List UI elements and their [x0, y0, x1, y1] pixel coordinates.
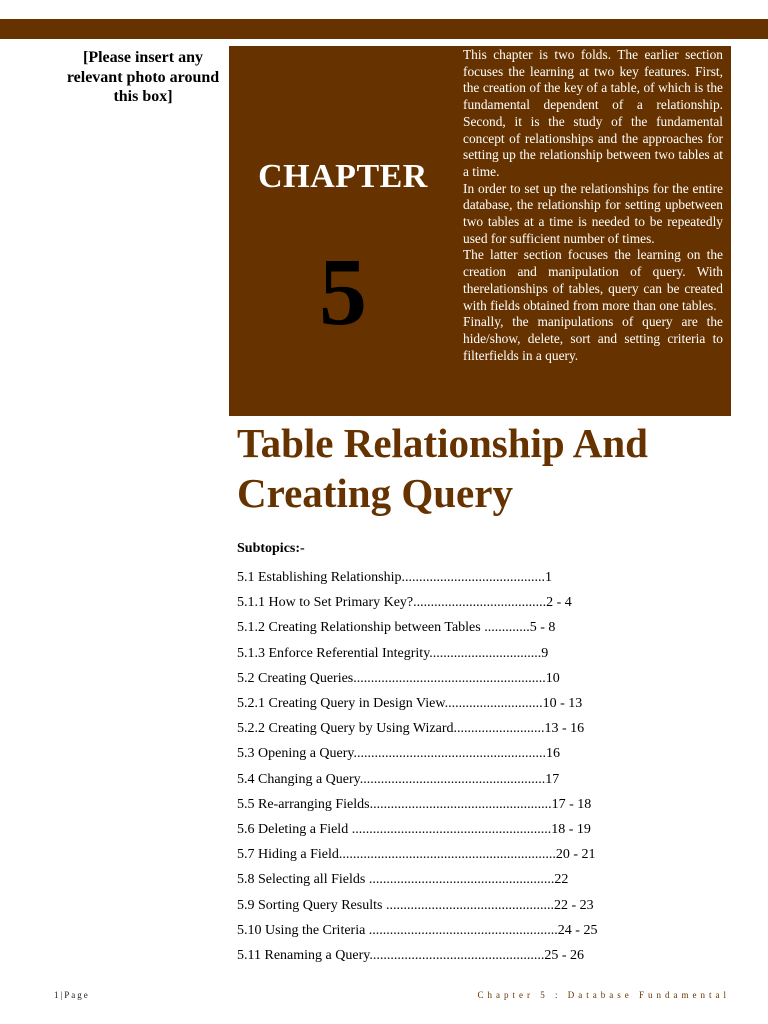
toc-entry: 5.3 Opening a Query.......................................................16: [237, 746, 561, 762]
intro-paragraph: In order to set up the relationships for the entire database, the relationship for setting upbetween two tables at a time is needed to be repeatedly used for sufficient number of times.: [463, 180, 723, 246]
chapter-label: CHAPTER: [258, 158, 428, 195]
toc-entry: 5.4 Changing a Query.....................................................17: [237, 771, 560, 787]
toc-entry: 5.2.2 Creating Query by Using Wizard..........................13 - 16: [237, 721, 585, 737]
toc-entry: 5.7 Hiding a Field..............................................................20 - 21: [237, 847, 596, 863]
toc-entry: 5.1 Establishing Relationship.........................................1: [237, 570, 552, 585]
intro-paragraph: Finally, the manipulations of query are the hide/show, delete, sort and setting criteria to filterfields in a query.: [463, 314, 723, 363]
toc-entry: 5.6 Deleting a Field .........................................................18 - 19: [237, 822, 591, 838]
running-footer: Chapter 5 : Database Fundamental: [477, 990, 730, 1000]
subtopics-heading: Subtopics:-: [237, 541, 305, 556]
chapter-title: Table Relationship And Creating Query: [237, 420, 648, 516]
toc-entry: 5.10 Using the Criteria ......................................................24 - 25: [237, 922, 598, 938]
toc-entry: 5.1.2 Creating Relationship between Tables .............5 - 8: [237, 620, 556, 636]
photo-placeholder-note: [Please insert any relevant photo around this box]: [66, 49, 220, 105]
toc-entry: 5.1.1 How to Set Primary Key?......................................2 - 4: [237, 595, 572, 611]
toc-entry: 5.2.1 Creating Query in Design View............................10 - 13: [237, 696, 583, 712]
toc-entry: 5.2 Creating Queries.......................................................10: [237, 670, 560, 686]
table-of-contents: [237, 565, 597, 968]
toc-entry: 5.9 Sorting Query Results ................................................22 - 23: [237, 897, 594, 913]
chapter-number: 5: [319, 238, 367, 345]
toc-entry: 5.11 Renaming a Query..................................................25 - 26: [237, 948, 584, 964]
chapter-box: [229, 46, 731, 416]
chapter-intro: [463, 47, 723, 364]
intro-paragraph: The latter section focuses the learning on the creation and manipulation of query. With therelationships of tables, query can be created with fields obtained from more than one tables.: [463, 247, 723, 313]
toc-entry: 5.1.3 Enforce Referential Integrity................................9: [237, 645, 549, 661]
top-banner-bar: [0, 19, 768, 39]
toc-entry: 5.8 Selecting all Fields .....................................................22: [237, 872, 569, 888]
page-number: 1|Page: [54, 990, 90, 1000]
intro-paragraph: This chapter is two folds. The earlier section focuses the learning at two key features. First, the creation of the key of a table, of which is the fundamental dependent of a relationship. Second, it is the study of the fundamental concept of relationships and the approaches for setting up the relationship between two tables at a time.: [463, 47, 723, 179]
toc-entry: 5.5 Re-arranging Fields....................................................17 - 18: [237, 796, 592, 812]
